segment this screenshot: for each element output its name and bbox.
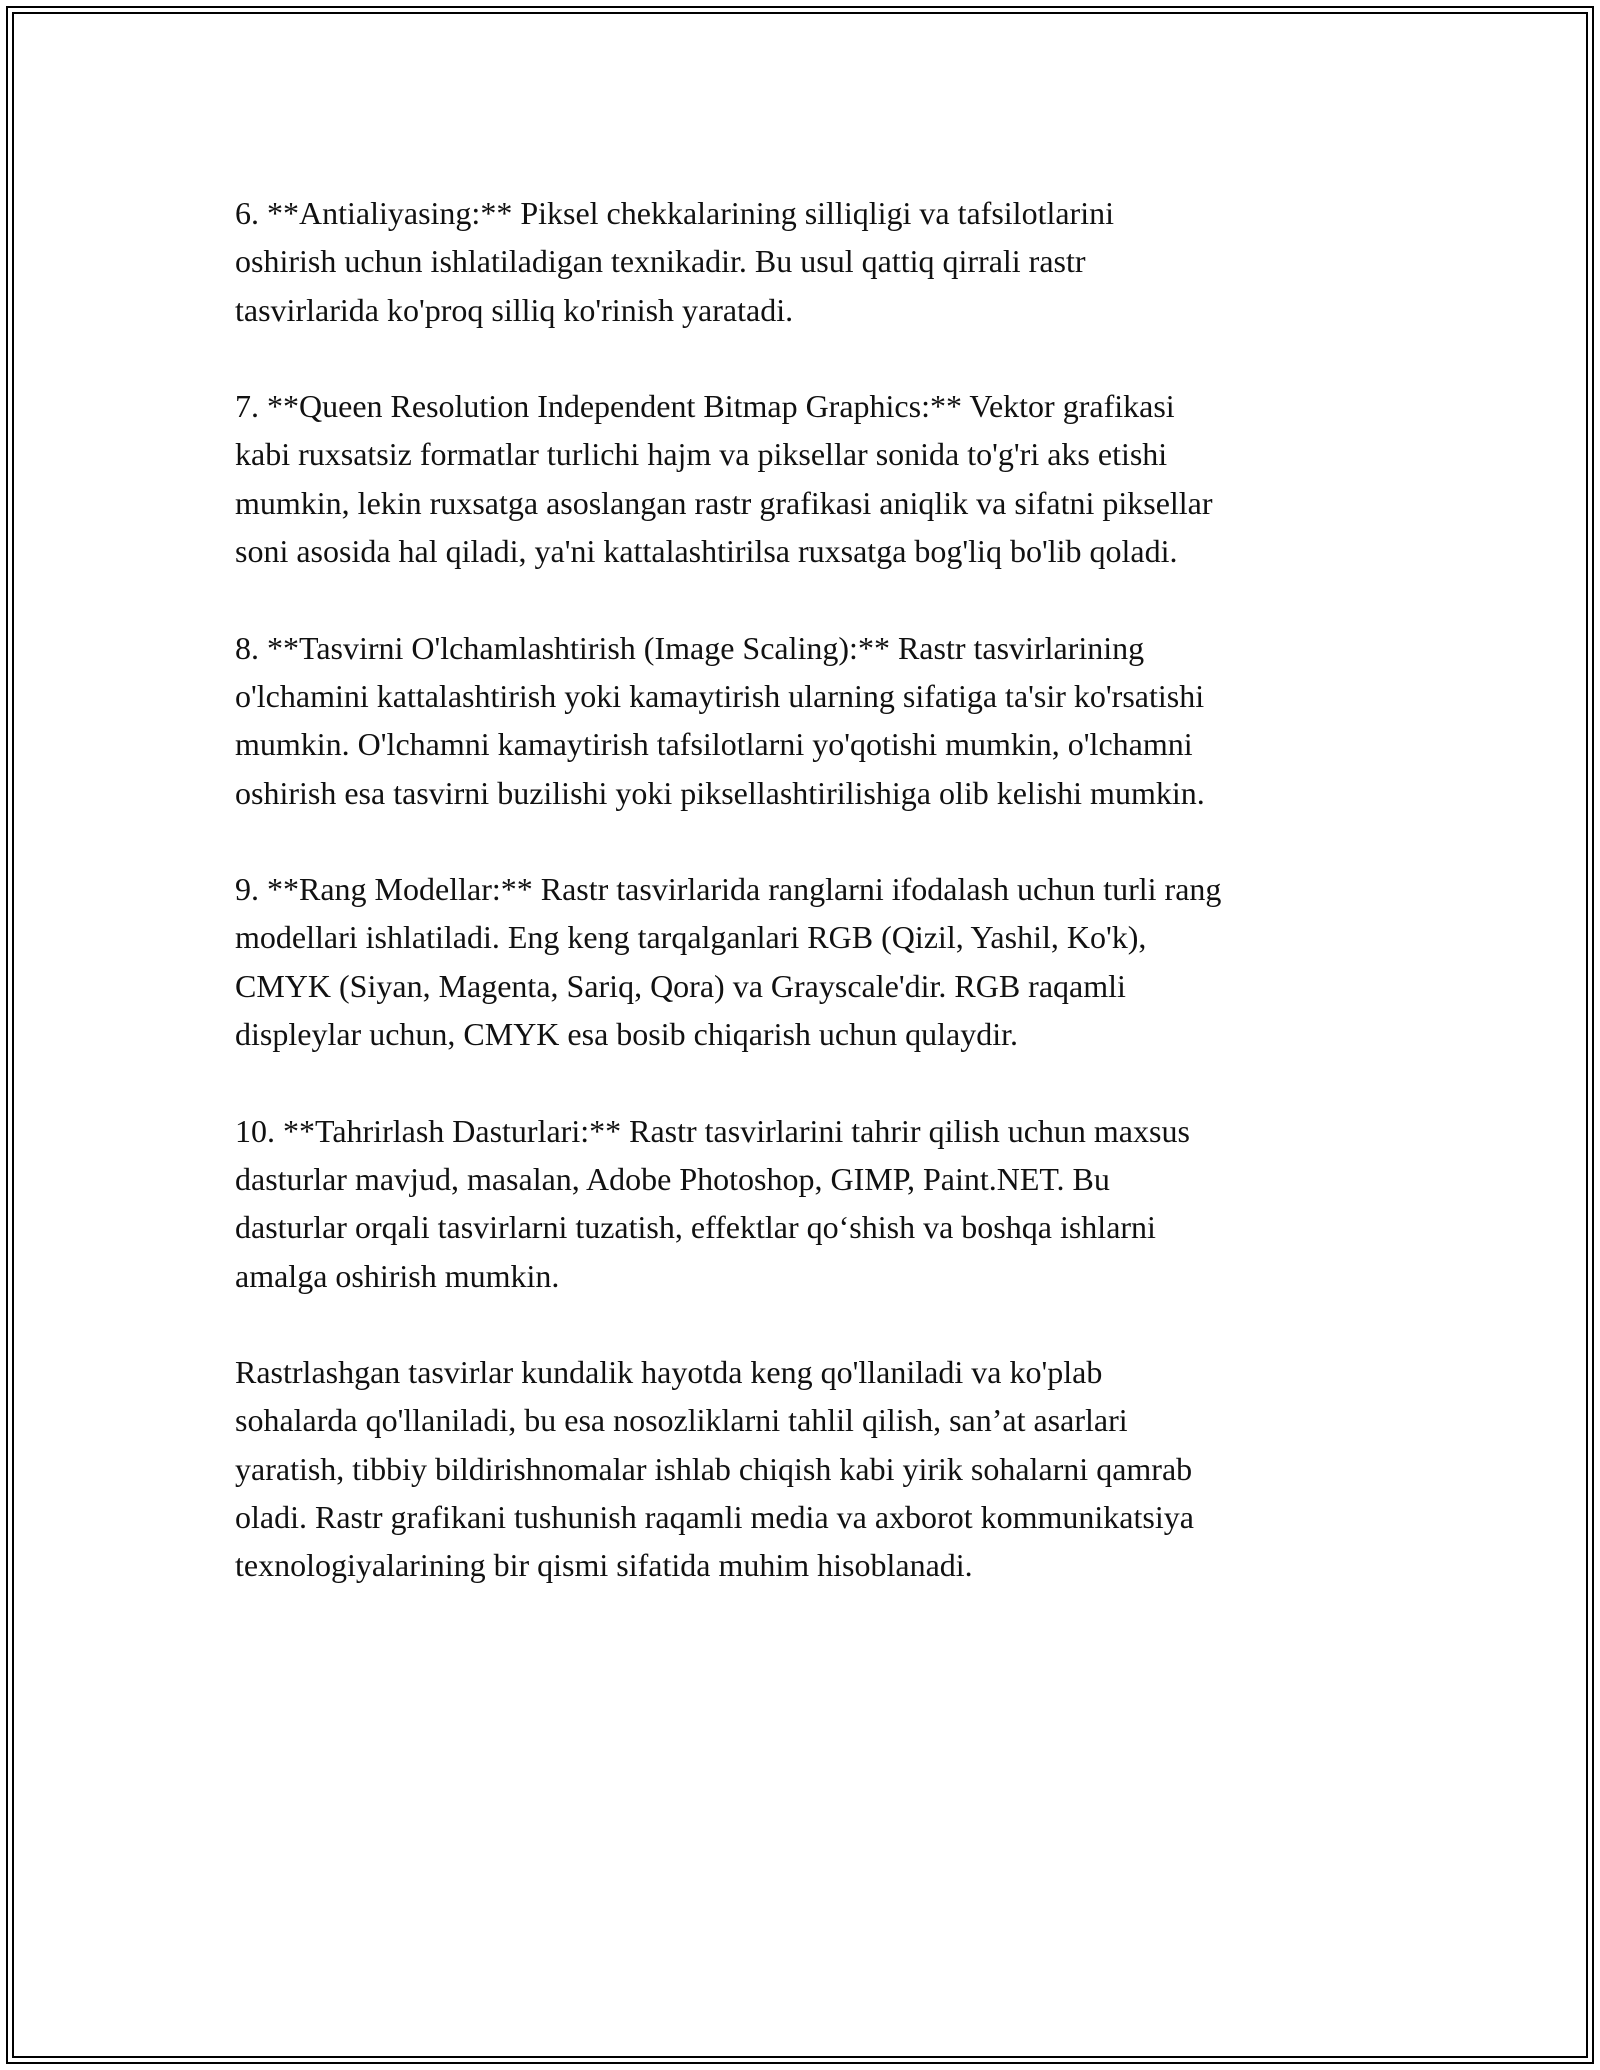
text-line: sohalarda qo'llaniladi, bu esa nosozliklarni tahlil qilish, san’at asarlari [235, 1402, 1128, 1439]
text-line: 8. **Tasvirni O'lchamlashtirish (Image Scaling):** Rastr tasvirlarining [235, 629, 1145, 666]
text-line: dasturlar mavjud, masalan, Adobe Photoshop, GIMP, Paint.NET. Bu [235, 1160, 1110, 1197]
text-line: displeylar uchun, CMYK esa bosib chiqarish uchun qulaydir. [235, 1016, 1018, 1053]
text-line: oladi. Rastr grafikani tushunish raqamli media va axborot kommunikatsiya [235, 1499, 1194, 1536]
text-line: tasvirlarida ko'proq silliq ko'rinish yaratadi. [235, 291, 794, 328]
text-line: yaratish, tibbiy bildirishnomalar ishlab chiqish kabi yirik sohalarni qamrab [235, 1450, 1193, 1487]
paragraph-color-models [235, 865, 1375, 1058]
text-line: mumkin, lekin ruxsatga asoslangan rastr grafikasi aniqlik va sifatni piksellar [235, 484, 1213, 521]
text-line: texnologiyalarining bir qismi sifatida muhim hisoblanadi. [235, 1547, 973, 1584]
paragraph-image-scaling [235, 624, 1375, 817]
text-line: CMYK (Siyan, Magenta, Sariq, Qora) va Grayscale'dir. RGB raqamli [235, 967, 1126, 1004]
text-line: modellari ishlatiladi. Eng keng tarqalganlari RGB (Qizil, Yashil, Ko'k), [235, 919, 1147, 956]
document-body [235, 189, 1375, 1638]
text-line: 6. **Antialiyasing:** Piksel chekkalarining silliqligi va tafsilotlarini [235, 195, 1114, 231]
text-line: oshirish uchun ishlatiladigan texnikadir. Bu usul qattiq qirrali rastr [235, 243, 1086, 280]
text-line: kabi ruxsatsiz formatlar turlichi hajm va piksellar sonida to'g'ri aks etishi [235, 436, 1168, 473]
text-line: amalga oshirish mumkin. [235, 1257, 560, 1294]
text-line: 10. **Tahrirlash Dasturlari:** Rastr tasvirlarini tahrir qilish uchun maxsus [235, 1112, 1190, 1149]
paragraph-editing-software [235, 1107, 1375, 1300]
text-line: soni asosida hal qiladi, ya'ni kattalashtirilsa ruxsatga bog'liq bo'lib qoladi. [235, 533, 1178, 570]
paragraph-resolution-independent [235, 382, 1375, 575]
text-line: 9. **Rang Modellar:** Rastr tasvirlarida ranglarni ifodalash uchun turli rang [235, 871, 1222, 908]
text-line: dasturlar orqali tasvirlarni tuzatish, effektlar qo‘shish va boshqa ishlarni [235, 1209, 1156, 1246]
text-line: mumkin. O'lchamni kamaytirish tafsilotlarni yo'qotishi mumkin, o'lchamni [235, 726, 1193, 763]
paragraph-conclusion [235, 1348, 1375, 1589]
text-line: o'lchamini kattalashtirish yoki kamaytirish ularning sifatiga ta'sir ko'rsatishi [235, 677, 1205, 714]
text-line: oshirish esa tasvirni buzilishi yoki piksellashtirilishiga olib kelishi mumkin. [235, 774, 1205, 811]
text-line: 7. **Queen Resolution Independent Bitmap Graphics:** Vektor grafikasi [235, 388, 1175, 425]
text-line: Rastrlashgan tasvirlar kundalik hayotda keng qo'llaniladi va ko'plab [235, 1354, 1103, 1391]
paragraph-antialiasing [235, 189, 1375, 334]
